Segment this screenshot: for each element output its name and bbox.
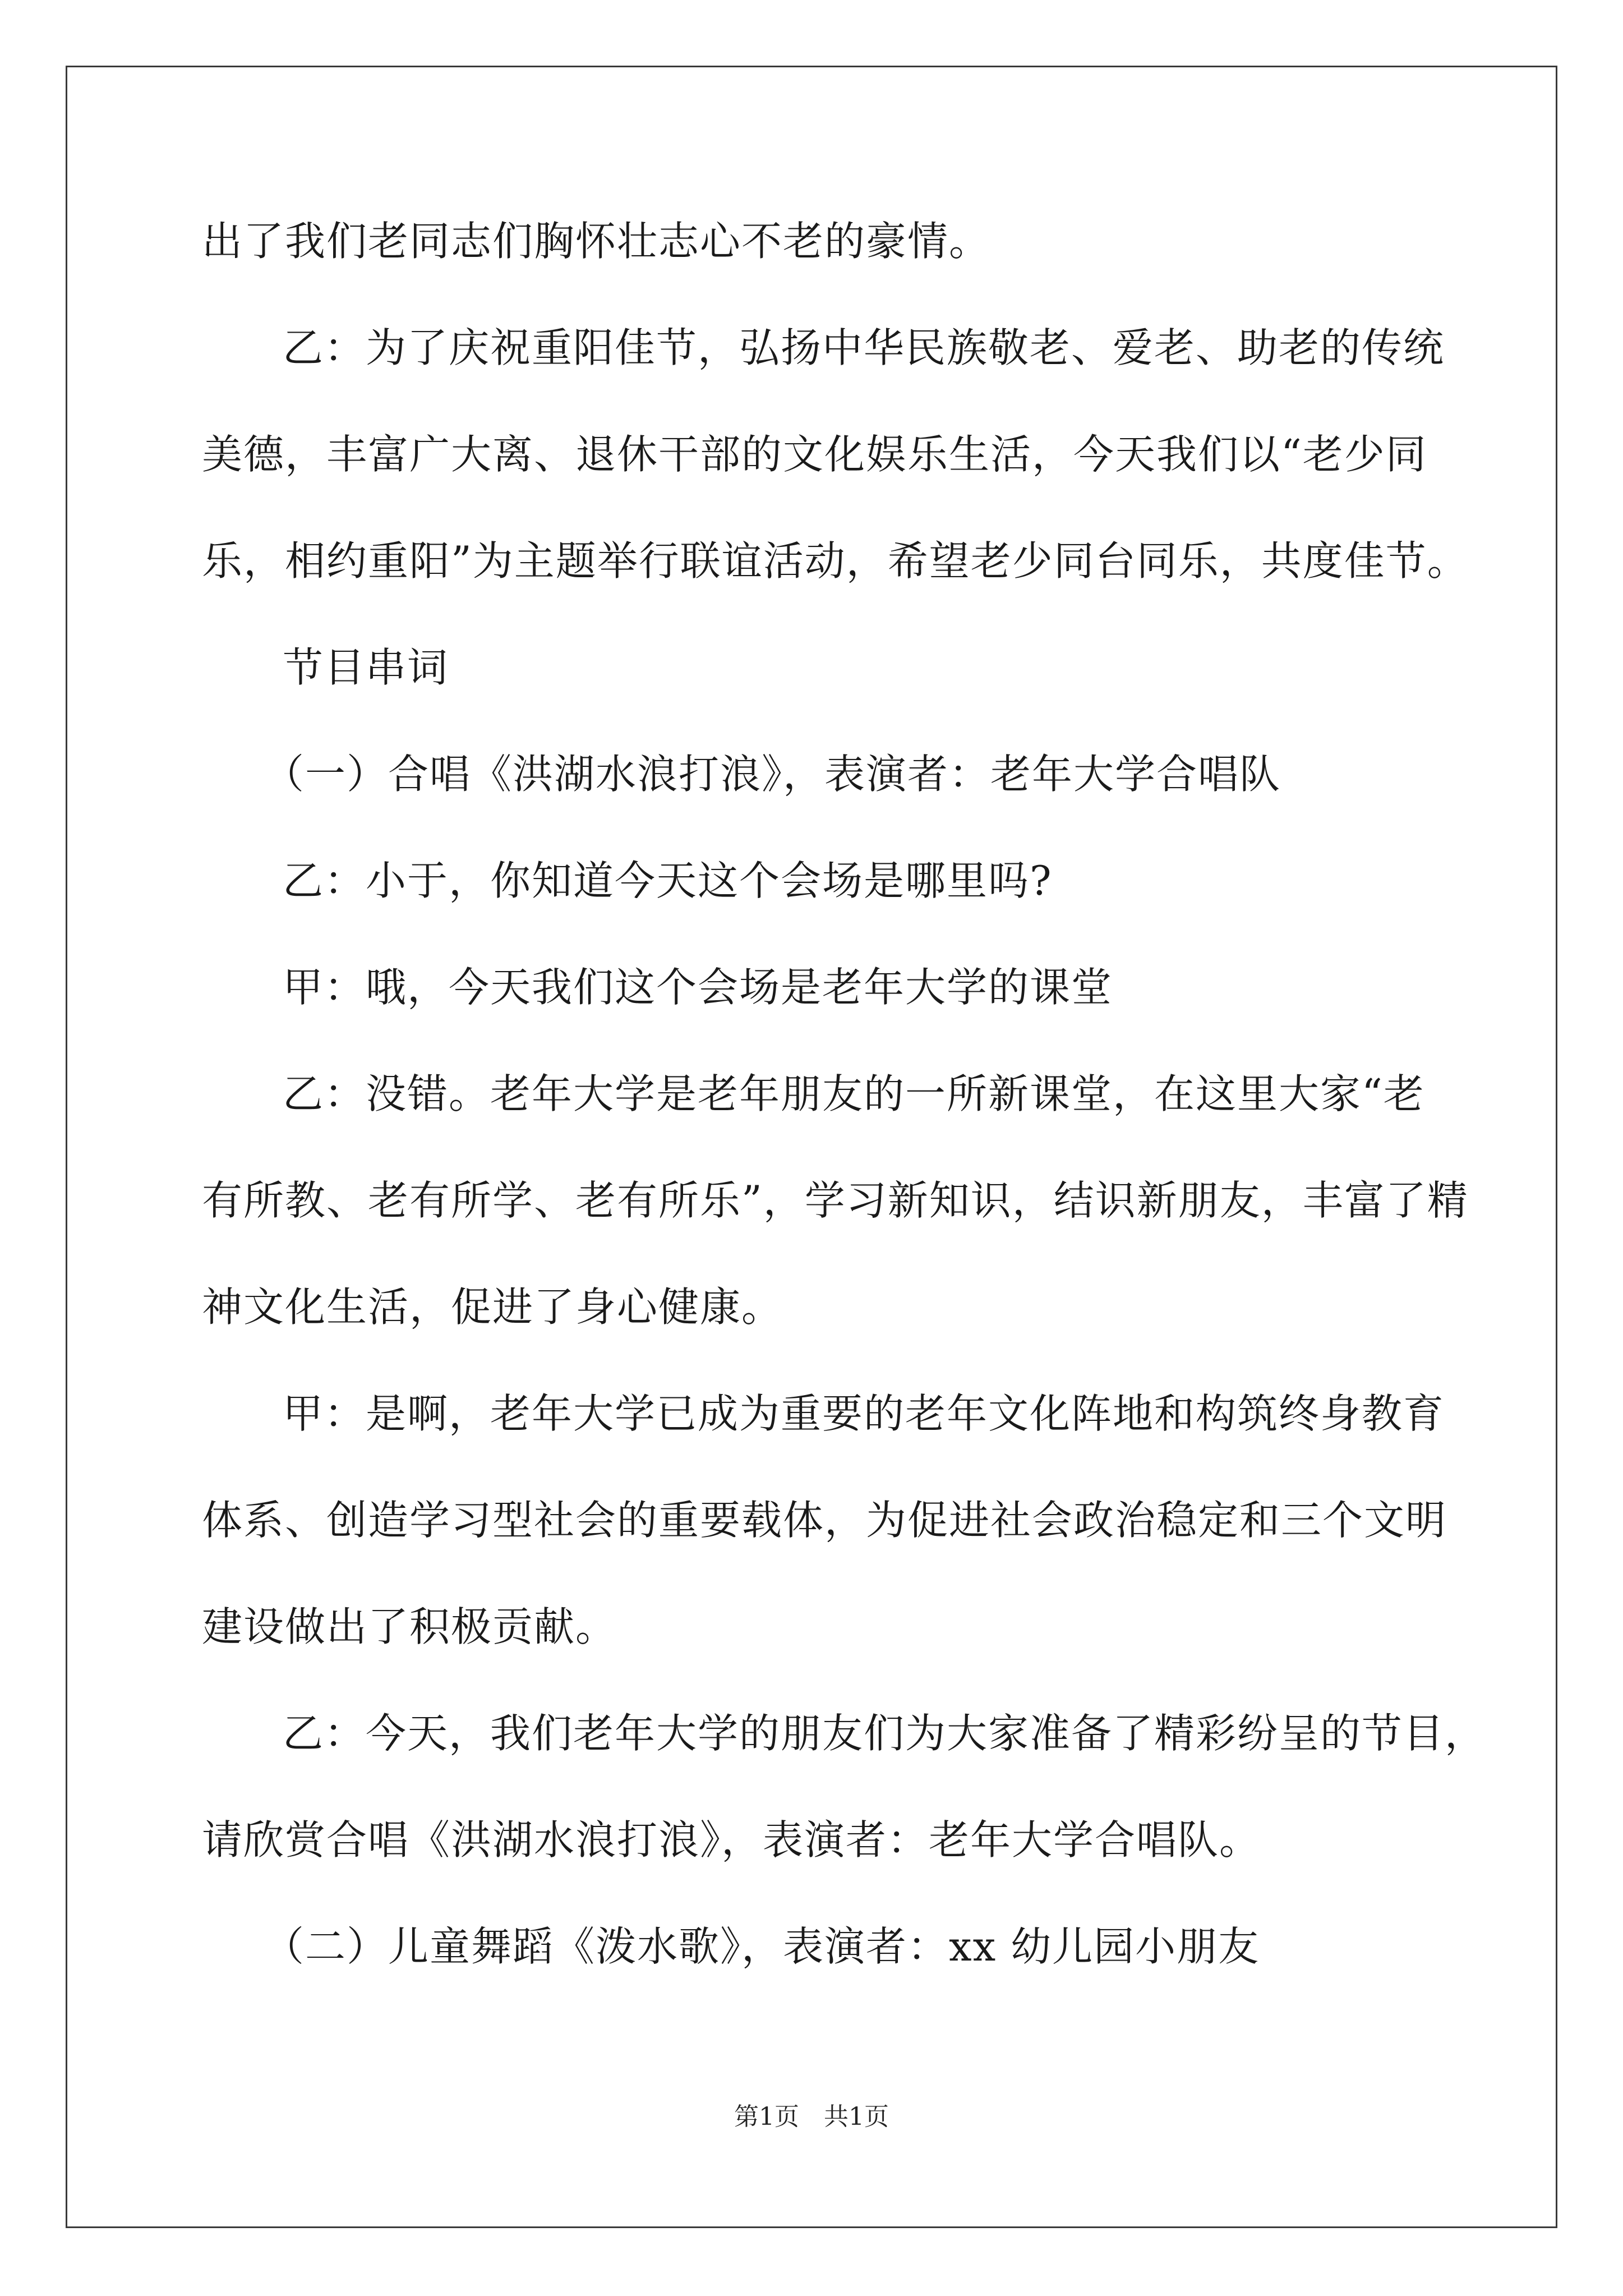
paragraph-line: 请欣赏合唱《洪湖水浪打浪》，表演者：老年大学合唱队。 (202, 1816, 1261, 1864)
paragraph-line: 乙：今天，我们老年大学的朋友们为大家准备了精彩纷呈的节目， (283, 1710, 1487, 1757)
program-item: （二）儿童舞蹈《泼水歌》，表演者：xx 幼儿园小朋友 (264, 1923, 1260, 1970)
paragraph-line: 体系、创造学习型社会的重要载体，为促进社会政治稳定和三个文明 (202, 1497, 1447, 1544)
paragraph-line: 乐，相约重阳”为主题举行联谊活动，希望老少同台同乐，共度佳节。 (202, 537, 1469, 585)
paragraph-line: 乙：小于，你知道今天这个会场是哪里吗? (283, 857, 1053, 904)
paragraph-line: 出了我们老同志们胸怀壮志心不老的豪情。 (202, 218, 991, 265)
section-heading: 节目串词 (283, 644, 449, 691)
paragraph-line: 甲：是啊，老年大学已成为重要的老年文化阵地和构筑终身教育 (283, 1390, 1445, 1437)
paragraph-line: 神文化生活，促进了身心健康。 (202, 1283, 783, 1331)
page-number: 第1页 共1页 (734, 2102, 889, 2131)
paragraph-line: 有所教、老有所学、老有所乐”，学习新知识，结识新朋友，丰富了精 (202, 1177, 1469, 1224)
paragraph-line: 甲：哦，今天我们这个会场是老年大学的课堂 (283, 964, 1113, 1011)
paragraph-line: 建设做出了积极贡献。 (202, 1603, 617, 1650)
paragraph-line: 乙：为了庆祝重阳佳节，弘扬中华民族敬老、爱老、助老的传统 (283, 324, 1445, 371)
page-border (66, 66, 1557, 2228)
paragraph-line: 美德，丰富广大离、退休干部的文化娱乐生活，今天我们以“老少同 (202, 431, 1427, 478)
program-item: （一）合唱《洪湖水浪打浪》，表演者：老年大学合唱队 (264, 751, 1281, 798)
paragraph-line: 乙：没错。老年大学是老年朋友的一所新课堂，在这里大家“老 (283, 1070, 1425, 1117)
